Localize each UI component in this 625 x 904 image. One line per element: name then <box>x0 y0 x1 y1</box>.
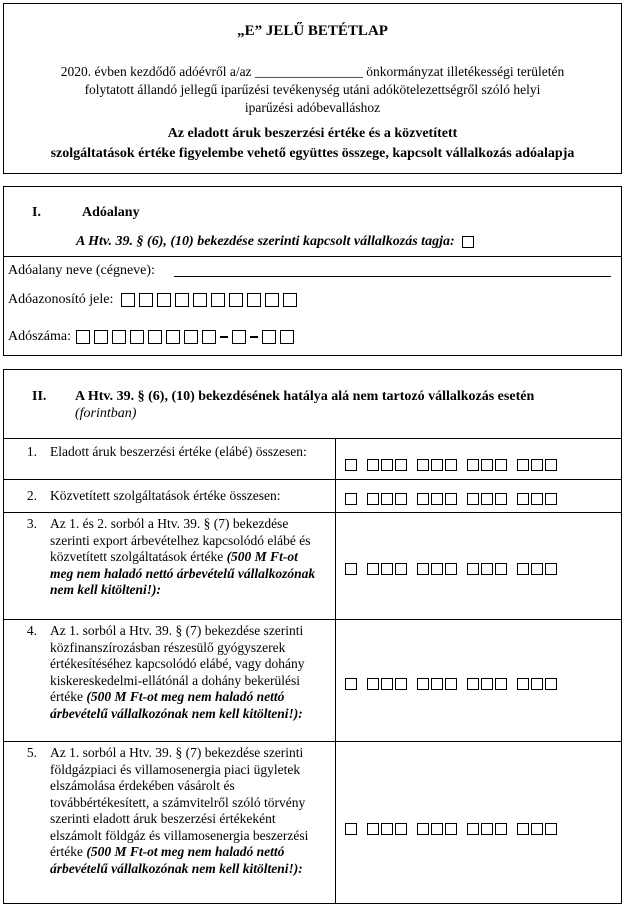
row-2-label: Közvetített szolgáltatások értéke összesen: <box>50 488 281 503</box>
digit-box[interactable] <box>229 293 243 307</box>
tax-number-label: Adószáma: <box>8 329 71 344</box>
digit-box[interactable] <box>445 823 457 835</box>
digit-box[interactable] <box>76 330 90 344</box>
digit-box[interactable] <box>345 823 357 835</box>
intro-line-1: 2020. évben kezdődő adóévről a/az ________________ önkormányzat illetékességi területén <box>60 64 565 79</box>
digit-box[interactable] <box>517 493 529 505</box>
digit-box[interactable] <box>367 823 379 835</box>
digit-box[interactable] <box>395 678 407 690</box>
page-title: „E” JELŰ BETÉTLAP <box>237 23 388 39</box>
digit-box[interactable] <box>395 493 407 505</box>
digit-box[interactable] <box>481 563 493 575</box>
digit-box[interactable] <box>517 459 529 471</box>
digit-box[interactable] <box>545 493 557 505</box>
digit-box[interactable] <box>395 563 407 575</box>
digit-box[interactable] <box>381 459 393 471</box>
row-3-number: 3. <box>26 516 37 531</box>
digit-box[interactable] <box>184 330 198 344</box>
intro-line-2: folytatott állandó jellegű iparűzési tevékenység utáni adókötelezettségről szóló helyi <box>84 82 541 97</box>
digit-box[interactable] <box>445 493 457 505</box>
digit-box[interactable] <box>417 823 429 835</box>
digit-box[interactable] <box>431 678 443 690</box>
name-label: Adóalany neve (cégneve): <box>8 263 155 278</box>
digit-box[interactable] <box>545 823 557 835</box>
row-5-note: (500 M Ft-ot meg nem haladó nettó árbevételű vállalkozónak nem kell kitölteni!): <box>50 844 303 876</box>
digit-box[interactable] <box>262 330 276 344</box>
subtitle-line-1: Az eladott áruk beszerzési értéke és a közvetített <box>167 126 458 141</box>
row-5-amount-boxes[interactable] <box>345 820 615 838</box>
digit-box[interactable] <box>367 493 379 505</box>
digit-box[interactable] <box>481 823 493 835</box>
digit-box[interactable] <box>531 678 543 690</box>
separator-dash <box>250 336 258 338</box>
digit-box[interactable] <box>283 293 297 307</box>
row-divider <box>3 512 622 513</box>
digit-box[interactable] <box>517 678 529 690</box>
digit-box[interactable] <box>495 678 507 690</box>
digit-box[interactable] <box>381 563 393 575</box>
digit-box[interactable] <box>531 459 543 471</box>
row-3-text <box>50 516 320 599</box>
digit-box[interactable] <box>531 823 543 835</box>
row-5-text <box>50 745 318 877</box>
digit-box[interactable] <box>495 493 507 505</box>
row-1-number: 1. <box>26 444 37 459</box>
digit-box[interactable] <box>417 459 429 471</box>
table-column-divider <box>335 438 336 904</box>
row-1-label: Eladott áruk beszerzési értéke (elábé) összesen: <box>50 444 307 459</box>
tax-id-label: Adóazonosító jele: <box>8 292 114 307</box>
row-5-label: Az 1. sorból a Htv. 39. § (7) bekezdése szerinti földgázpiaci és villamosenergia piaci ügyletek elszámolása érdekében vásárolt és továbbértékesített, a számvitelről szóló törvény szerinti eladott áruk beszerzési értékeként elszámolt földgáz és villamosenergia beszerzési értéke <box>50 745 309 859</box>
section-1-divider <box>3 256 622 257</box>
digit-box[interactable] <box>481 459 493 471</box>
section-2-title: A Htv. 39. § (6), (10) bekezdésének hatálya alá nem tartozó vállalkozás esetén <box>75 389 535 404</box>
digit-box[interactable] <box>367 678 379 690</box>
digit-box[interactable] <box>265 293 279 307</box>
name-field-line[interactable] <box>174 276 611 277</box>
digit-box[interactable] <box>431 563 443 575</box>
digit-box[interactable] <box>211 293 225 307</box>
digit-box[interactable] <box>345 459 357 471</box>
tax-number-boxes[interactable] <box>76 329 298 344</box>
digit-box[interactable] <box>467 823 479 835</box>
tax-id-row <box>8 292 301 308</box>
row-4-label: Az 1. sorból a Htv. 39. § (7) bekezdése szerinti közfinanszírozásban részesülő gyógyszerek értékesítéséhez kapcsolódó elábé, vagy dohány kiskereskedelmi-ellátónál a dohány bekerülési értéke <box>50 623 305 704</box>
digit-box[interactable] <box>445 563 457 575</box>
row-2-amount-boxes[interactable] <box>345 490 615 508</box>
digit-box[interactable] <box>202 330 216 344</box>
digit-box[interactable] <box>417 563 429 575</box>
row-4-number: 4. <box>26 623 37 638</box>
digit-box[interactable] <box>467 563 479 575</box>
digit-box[interactable] <box>545 678 557 690</box>
row-1-text <box>50 444 326 461</box>
digit-box[interactable] <box>431 459 443 471</box>
digit-box[interactable] <box>531 493 543 505</box>
digit-box[interactable] <box>395 459 407 471</box>
intro-line-3: iparűzési adóbevalláshoz <box>244 100 381 115</box>
digit-box[interactable] <box>232 330 246 344</box>
digit-box[interactable] <box>367 563 379 575</box>
digit-box[interactable] <box>175 293 189 307</box>
section-1-number: I. <box>32 205 41 220</box>
digit-box[interactable] <box>381 823 393 835</box>
digit-box[interactable] <box>481 678 493 690</box>
digit-box[interactable] <box>280 330 294 344</box>
digit-box[interactable] <box>495 823 507 835</box>
row-4-note: (500 M Ft-ot meg nem haladó nettó árbevételű vállalkozónak nem kell kitölteni!): <box>50 689 303 721</box>
section-1-title: Adóalany <box>82 205 140 220</box>
digit-box[interactable] <box>166 330 180 344</box>
row-divider <box>3 479 622 480</box>
digit-box[interactable] <box>545 563 557 575</box>
digit-box[interactable] <box>157 293 171 307</box>
digit-box[interactable] <box>467 678 479 690</box>
digit-box[interactable] <box>381 493 393 505</box>
digit-box[interactable] <box>417 678 429 690</box>
member-question-label: A Htv. 39. § (6), (10) bekezdése szerinti kapcsolt vállalkozás tagja: <box>76 234 455 249</box>
digit-box[interactable] <box>431 493 443 505</box>
digit-box[interactable] <box>467 459 479 471</box>
digit-box[interactable] <box>517 823 529 835</box>
digit-box[interactable] <box>121 293 135 307</box>
digit-box[interactable] <box>417 493 429 505</box>
digit-box[interactable] <box>395 823 407 835</box>
digit-box[interactable] <box>112 330 126 344</box>
member-question <box>76 234 474 250</box>
row-4-amount-boxes[interactable] <box>345 675 615 693</box>
row-3-amount-boxes[interactable] <box>345 560 615 578</box>
digit-box[interactable] <box>495 459 507 471</box>
digit-box[interactable] <box>381 678 393 690</box>
subtitle-line-2: szolgáltatások értéke figyelembe vehető együttes összege, kapcsolt vállalkozás adóalapja <box>50 146 575 161</box>
digit-box[interactable] <box>94 330 108 344</box>
digit-box[interactable] <box>148 330 162 344</box>
digit-box[interactable] <box>193 293 207 307</box>
digit-box[interactable] <box>345 563 357 575</box>
digit-box[interactable] <box>431 823 443 835</box>
row-1-amount-boxes[interactable] <box>345 456 615 474</box>
digit-box[interactable] <box>481 493 493 505</box>
row-divider <box>3 741 622 742</box>
row-divider <box>3 619 622 620</box>
row-5-number: 5. <box>26 745 37 760</box>
digit-box[interactable] <box>517 563 529 575</box>
digit-box[interactable] <box>545 459 557 471</box>
digit-box[interactable] <box>139 293 153 307</box>
section-2-unit: (forintban) <box>75 406 137 421</box>
row-2-number: 2. <box>26 488 37 503</box>
digit-box[interactable] <box>445 459 457 471</box>
member-checkbox[interactable] <box>462 236 474 248</box>
digit-box[interactable] <box>467 493 479 505</box>
digit-box[interactable] <box>531 563 543 575</box>
tax-id-boxes[interactable] <box>121 292 301 307</box>
row-3-note: (500 M Ft-ot meg nem haladó nettó árbevételű vállalkozónak nem kell kitölteni!): <box>50 549 316 597</box>
digit-box[interactable] <box>345 493 357 505</box>
tax-number-row <box>8 329 298 345</box>
table-top-line <box>3 438 622 439</box>
section-2-number: II. <box>32 389 47 404</box>
row-2-text <box>50 488 326 505</box>
row-3-label: Az 1. és 2. sorból a Htv. 39. § (7) bekezdése szerinti export árbevételhez kapcsolódó elábé és közvetített szolgáltatások értéke <box>50 516 311 564</box>
digit-box[interactable] <box>247 293 261 307</box>
digit-box[interactable] <box>445 678 457 690</box>
digit-box[interactable] <box>495 563 507 575</box>
digit-box[interactable] <box>345 678 357 690</box>
digit-box[interactable] <box>367 459 379 471</box>
row-4-text <box>50 623 315 722</box>
separator-dash <box>220 336 228 338</box>
digit-box[interactable] <box>130 330 144 344</box>
